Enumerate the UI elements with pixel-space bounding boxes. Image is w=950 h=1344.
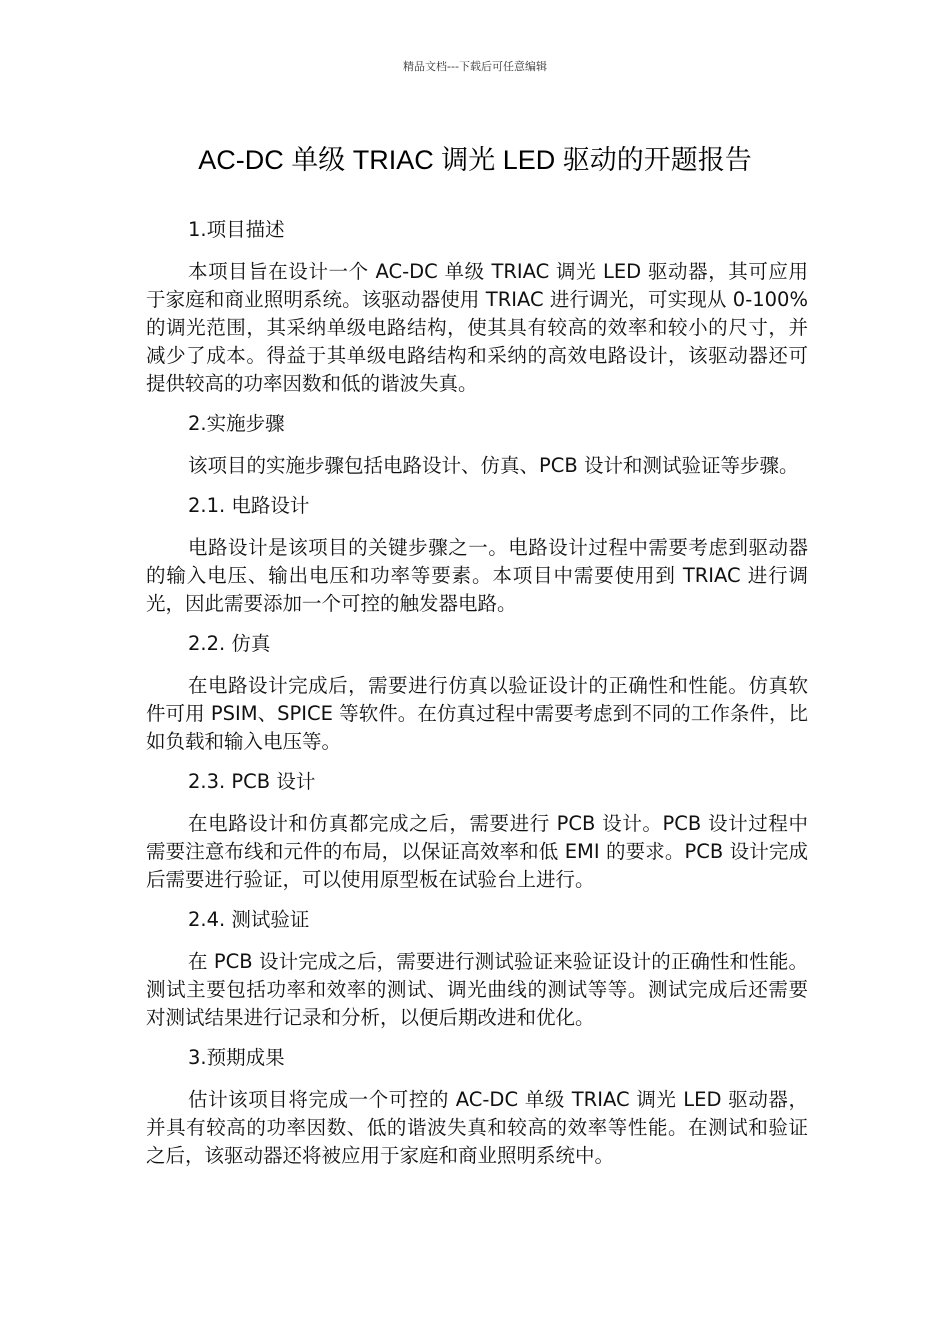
section-paragraph: 在电路设计和仿真都完成之后，需要进行 PCB 设计。PCB 设计过程中需要注意布线和元件的布局，以保证高效率和低 EMI 的要求。PCB 设计完成后需要进行验证，可以使用原型板在试验台上进行。 xyxy=(146,812,808,891)
page-header-watermark: 精品文档---下载后可任意编辑 xyxy=(403,60,547,73)
section-heading: 3.预期成果 xyxy=(188,1046,285,1069)
document-title: AC-DC 单级 TRIAC 调光 LED 驱动的开题报告 xyxy=(198,145,752,175)
section-paragraph: 电路设计是该项目的关键步骤之一。电路设计过程中需要考虑到驱动器的输入电压、输出电压和功率等要素。本项目中需要使用到 TRIAC 进行调光，因此需要添加一个可控的触发器电路。 xyxy=(146,536,808,615)
section-paragraph: 估计该项目将完成一个可控的 AC-DC 单级 TRIAC 调光 LED 驱动器，并具有较高的功率因数、低的谐波失真和较高的效率等性能。在测试和验证之后，该驱动器还将被应用于家庭和商业照明系统中。 xyxy=(146,1088,808,1167)
section-pcb-design xyxy=(146,768,808,894)
section-circuit-design xyxy=(146,492,808,618)
section-heading: 2.4. 测试验证 xyxy=(188,908,310,931)
section-test-verification xyxy=(146,906,808,1032)
section-paragraph: 本项目旨在设计一个 AC-DC 单级 TRIAC 调光 LED 驱动器，其可应用于家庭和商业照明系统。该驱动器使用 TRIAC 进行调光，可实现从 0-100%的调光范围，其采纳单级电路结构，使其具有较高的效率和较小的尺寸，并减少了成本。得益于其单级电路结构和采纳的高效电路设计，该驱动器还可提供较高的功率因数和低的谐波失真。 xyxy=(146,260,808,395)
section-paragraph: 该项目的实施步骤包括电路设计、仿真、PCB 设计和测试验证等步骤。 xyxy=(188,454,799,477)
document-body xyxy=(146,216,808,1182)
section-paragraph: 在电路设计完成后，需要进行仿真以验证设计的正确性和性能。仿真软件可用 PSIM、SPICE 等软件。在仿真过程中需要考虑到不同的工作条件，比如负载和输入电压等。 xyxy=(146,674,808,753)
section-heading: 2.2. 仿真 xyxy=(188,632,271,655)
section-heading: 2.1. 电路设计 xyxy=(188,494,310,517)
section-heading: 2.实施步骤 xyxy=(188,412,285,435)
section-heading: 2.3. PCB 设计 xyxy=(188,770,316,793)
section-implementation-steps xyxy=(146,410,808,480)
section-heading: 1.项目描述 xyxy=(188,218,285,241)
section-paragraph: 在 PCB 设计完成之后，需要进行测试验证来验证设计的正确性和性能。测试主要包括功率和效率的测试、调光曲线的测试等等。测试完成后还需要对测试结果进行记录和分析，以便后期改进和优化。 xyxy=(146,950,808,1029)
section-simulation xyxy=(146,630,808,756)
section-project-description xyxy=(146,216,808,398)
section-expected-results xyxy=(146,1044,808,1170)
